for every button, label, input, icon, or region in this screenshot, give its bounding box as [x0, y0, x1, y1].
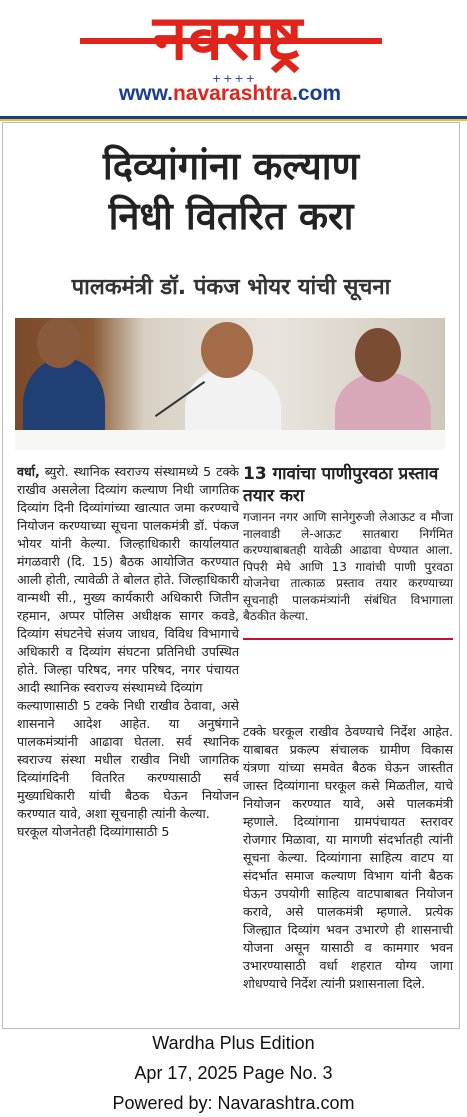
body-left-part-1: ब्युरो. स्थानिक स्वराज्य संस्थामध्ये 5 टक्के राखीव असलेला दिव्यांग कल्याण निधी जागतिक दिव्यांग दिनी दिव्यांगांच्या खात्यात जमा करण्याचे नियोजन करण्याच्या सूचना पालकमंत्री डॉ. पंकज भोयर यांनी केल्या. जिल्हाधिकारी कार्यालयात मंगळवारी (दि. 15) बैठक आयोजित करण्यात आली होती, त्यावेळी ते बोलत होते. जिल्हाधिकारी वान्मथी सी., मुख्य कार्यकारी अधिकारी जितीन रहमान, अप्पर पोलिस अधीक्षक सागर कवडे, दिव्यांग संघटनेचे संजय जाधव, विविध विभागाचे अधिकारी व दिव्यांग संघटना प्रतिनिधी उपस्थित होते. जिल्हा परिषद, नगर परिषद, नगर पंचायत आदी स्थानिक स्वराज्य संस्थामध्ये दिव्यांग	[17, 464, 239, 695]
sidebar-box-title: 13 गावांचा पाणीपुरवठा प्रस्ताव तयार करा	[243, 464, 439, 506]
body-right-text: टक्के घरकूल राखीव ठेवण्याचे निर्देश आहेत. याबाबत प्रकल्प संचालक ग्रामीण विकास यंत्रणा यांच्या समवेत बैठक घेऊन जास्तीत जास्त दिव्यांगाना घरकूल कसे मिळतील, याचे नियोजन करण्यात यावे, असे पालकमंत्री म्हणाले. दिव्यांगाना ग्रामपंचायत स्तरावर रोजगार मिळावा, या मागणी संदर्भातही त्यांनी सूचना केल्या. दिव्यांगाना साहित्य वाटप या संदर्भात समाज कल्याण विभाग यांनी बैठक घेऊन उपयोगी साहित्य वाटपाबाबत नियोजन करावे, असे पालकमंत्री म्हणाले. प्रत्येक जिल्ह्यात दिव्यांग भवन उभारणे ही शासनाची योजना असून यासाठी व कामगार भवन उभारण्यासाठी वर्धा शहरात योग्य जागा शोधण्याचे निर्देश त्यांनी प्रशासनाला दिले.	[243, 724, 453, 991]
article-subheadline: पालकमंत्री डॉ. पंकज भोयर यांची सूचना	[71, 275, 391, 300]
url-brand: navarashtra	[172, 82, 293, 105]
website-url[interactable]	[80, 82, 380, 106]
photo-person-center-head	[201, 322, 253, 378]
sidebar-box-rule	[243, 638, 453, 640]
photo-table	[15, 430, 445, 450]
url-prefix: www.	[118, 82, 173, 105]
url-suffix: .com	[292, 82, 342, 105]
sidebar-box	[243, 463, 453, 623]
masthead	[0, 0, 467, 120]
logo-stars: ++++	[212, 72, 257, 85]
article-body-right	[243, 723, 453, 993]
masthead-rule-yellow	[0, 119, 467, 121]
photo-person-left-head	[37, 318, 81, 368]
body-left-part-3: घरकूल योजनेतही दिव्यांगासाठी 5	[17, 824, 170, 839]
newspaper-logo: नवराष्ट्र	[152, 1, 304, 74]
headline-line-2: निधी वितरित करा	[108, 194, 354, 238]
article-body-left	[17, 463, 239, 841]
photo-person-right-head	[355, 328, 401, 382]
footer-powered-by[interactable]: Powered by: Navarashtra.com	[112, 1093, 355, 1113]
meeting-photo	[15, 318, 445, 450]
dateline: वर्धा,	[17, 464, 40, 479]
headline-line-1: दिव्यांगांना कल्याण	[102, 144, 360, 188]
article-headline	[3, 141, 459, 241]
footer-edition: Wardha Plus Edition	[152, 1033, 315, 1053]
article-clipping	[2, 122, 460, 1029]
body-left-part-2: कल्याणासाठी 5 टक्के निधी राखीव ठेवावा, असे शासनाने आदेश आहेत. या अनुषंगाने पालकमंत्र्यांनी आढावा घेतला. सर्व स्थानिक स्वराज्य संस्था मधील राखीव निधी जागतिक दिव्यांगदिनी वितरित करण्यासाठी सर्व मुख्याधिकारी यांची बैठक घेऊन नियोजन करण्यात यावे, अशा सूचनाही त्यांनी केल्या.	[17, 698, 239, 821]
footer-date-page: Apr 17, 2025 Page No. 3	[134, 1063, 333, 1083]
sidebar-box-body: गजानन नगर आणि सानेगुरुजी लेआऊट व मौजा नालवाडी ले-आऊट सातबारा निर्गमित करण्याबाबतही यावेळी आढावा घेण्यात आला. पिपरी मेघे आणि 13 गावांची पाणी पुरवठा योजनेचा तात्काळ प्रस्ताव तयार करण्याच्या सूचनाही पालकमंत्र्यांनी संबंधित विभागाला बैठकीत केल्या.	[243, 510, 453, 623]
